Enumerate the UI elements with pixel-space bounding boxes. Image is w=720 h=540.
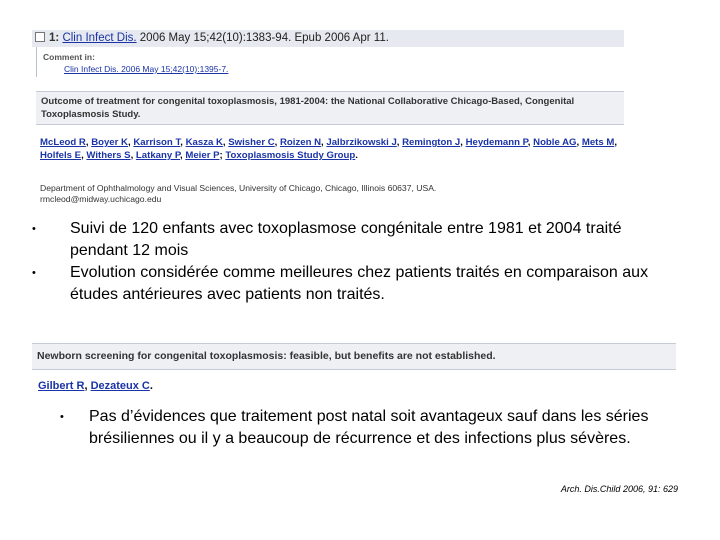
author-link[interactable]: Latkany P xyxy=(135,150,181,161)
article-title-bar-2 xyxy=(32,343,676,370)
author-list-end: . xyxy=(149,380,153,392)
comment-label: Comment in: xyxy=(43,52,95,62)
bullet-item xyxy=(60,406,660,450)
select-checkbox[interactable] xyxy=(35,32,45,42)
author-link[interactable]: Jalbrzikowski J xyxy=(326,137,397,148)
author-link[interactable]: Toxoplasmosis Study Group xyxy=(225,150,356,161)
author-link[interactable]: Meier P xyxy=(185,150,220,161)
author-link[interactable]: Noble AG xyxy=(533,137,577,148)
bullet-glyph: • xyxy=(60,411,64,423)
affiliation-email: rmcleod@midway.uchicago.edu xyxy=(40,194,162,204)
author-link[interactable]: Karrison T xyxy=(133,137,181,148)
author-link[interactable]: Holfels E xyxy=(40,150,82,161)
bullet-glyph: • xyxy=(32,267,36,279)
citation-number: 1: xyxy=(49,32,60,44)
comment-link[interactable]: Clin Infect Dis. 2006 May 15;42(10):1395-7. xyxy=(64,64,229,74)
author-link[interactable]: Kasza K xyxy=(185,137,223,148)
affiliation-text: Department of Ophthalmology and Visual Sciences, University of Chicago, Chicago, Illinois 60637, USA. xyxy=(40,183,437,193)
bullet-text: Suivi de 120 enfants avec toxoplasmose congénitale entre 1981 et 2004 traité pendant 12 mois xyxy=(70,220,622,259)
author-link[interactable]: Mets M xyxy=(581,137,615,148)
author-link[interactable]: Heydemann P xyxy=(465,137,528,148)
article-title-bar xyxy=(36,91,624,125)
author-link[interactable]: Boyer K xyxy=(91,137,128,148)
bullet-text: Pas d’évidences que traitement post natal soit avantageux sauf dans les séries brésiliennes ou il y a beaucoup de récurrence et des infections plus sévères. xyxy=(89,408,649,447)
bullet-list-1 xyxy=(32,218,672,306)
article-title-2: Newborn screening for congenital toxoplasmosis: feasible, but benefits are not established. xyxy=(37,350,496,362)
citation-details: 2006 May 15;42(10):1383-94. Epub 2006 Apr 11. xyxy=(136,32,389,44)
author-link[interactable]: Remington J xyxy=(402,137,461,148)
author-link[interactable]: Withers S xyxy=(86,150,131,161)
comment-section xyxy=(36,47,625,77)
article-title: Outcome of treatment for congenital toxoplasmosis, 1981-2004: the National Collaborative Chicago-Based, Congenital Toxoplasmosis Study. xyxy=(41,96,575,120)
citation-header xyxy=(32,30,624,47)
bullet-list-2 xyxy=(60,406,660,450)
bullet-item xyxy=(32,262,672,306)
author-link[interactable]: Swisher C xyxy=(228,137,275,148)
author-link[interactable]: Roizen N xyxy=(280,137,322,148)
bullet-text: Evolution considérée comme meilleures chez patients traités en comparaison aux études antérieures avec patients non traités. xyxy=(70,264,649,303)
reference-citation: Arch. Dis.Child 2006, 91: 629 xyxy=(560,484,678,494)
author-list-2: Gilbert R, Dezateux C. xyxy=(38,380,153,392)
journal-link[interactable]: Clin Infect Dis. xyxy=(62,32,137,44)
author-link[interactable]: Dezateux C xyxy=(90,380,150,392)
affiliation xyxy=(40,183,600,205)
author-link[interactable]: McLeod R xyxy=(40,137,86,148)
bullet-item xyxy=(32,218,672,262)
author-link[interactable]: Gilbert R xyxy=(38,380,85,392)
bullet-glyph: • xyxy=(32,223,36,235)
author-list: McLeod R, Boyer K, Karrison T, Kasza K, Swisher C, Roizen N, Jalbrzikowski J, Remington J, Heydemann P, Noble AG, Mets M, Holfels E, Withers S, Latkany P, Meier P; Toxoplasmosis Study Group. xyxy=(40,137,618,161)
